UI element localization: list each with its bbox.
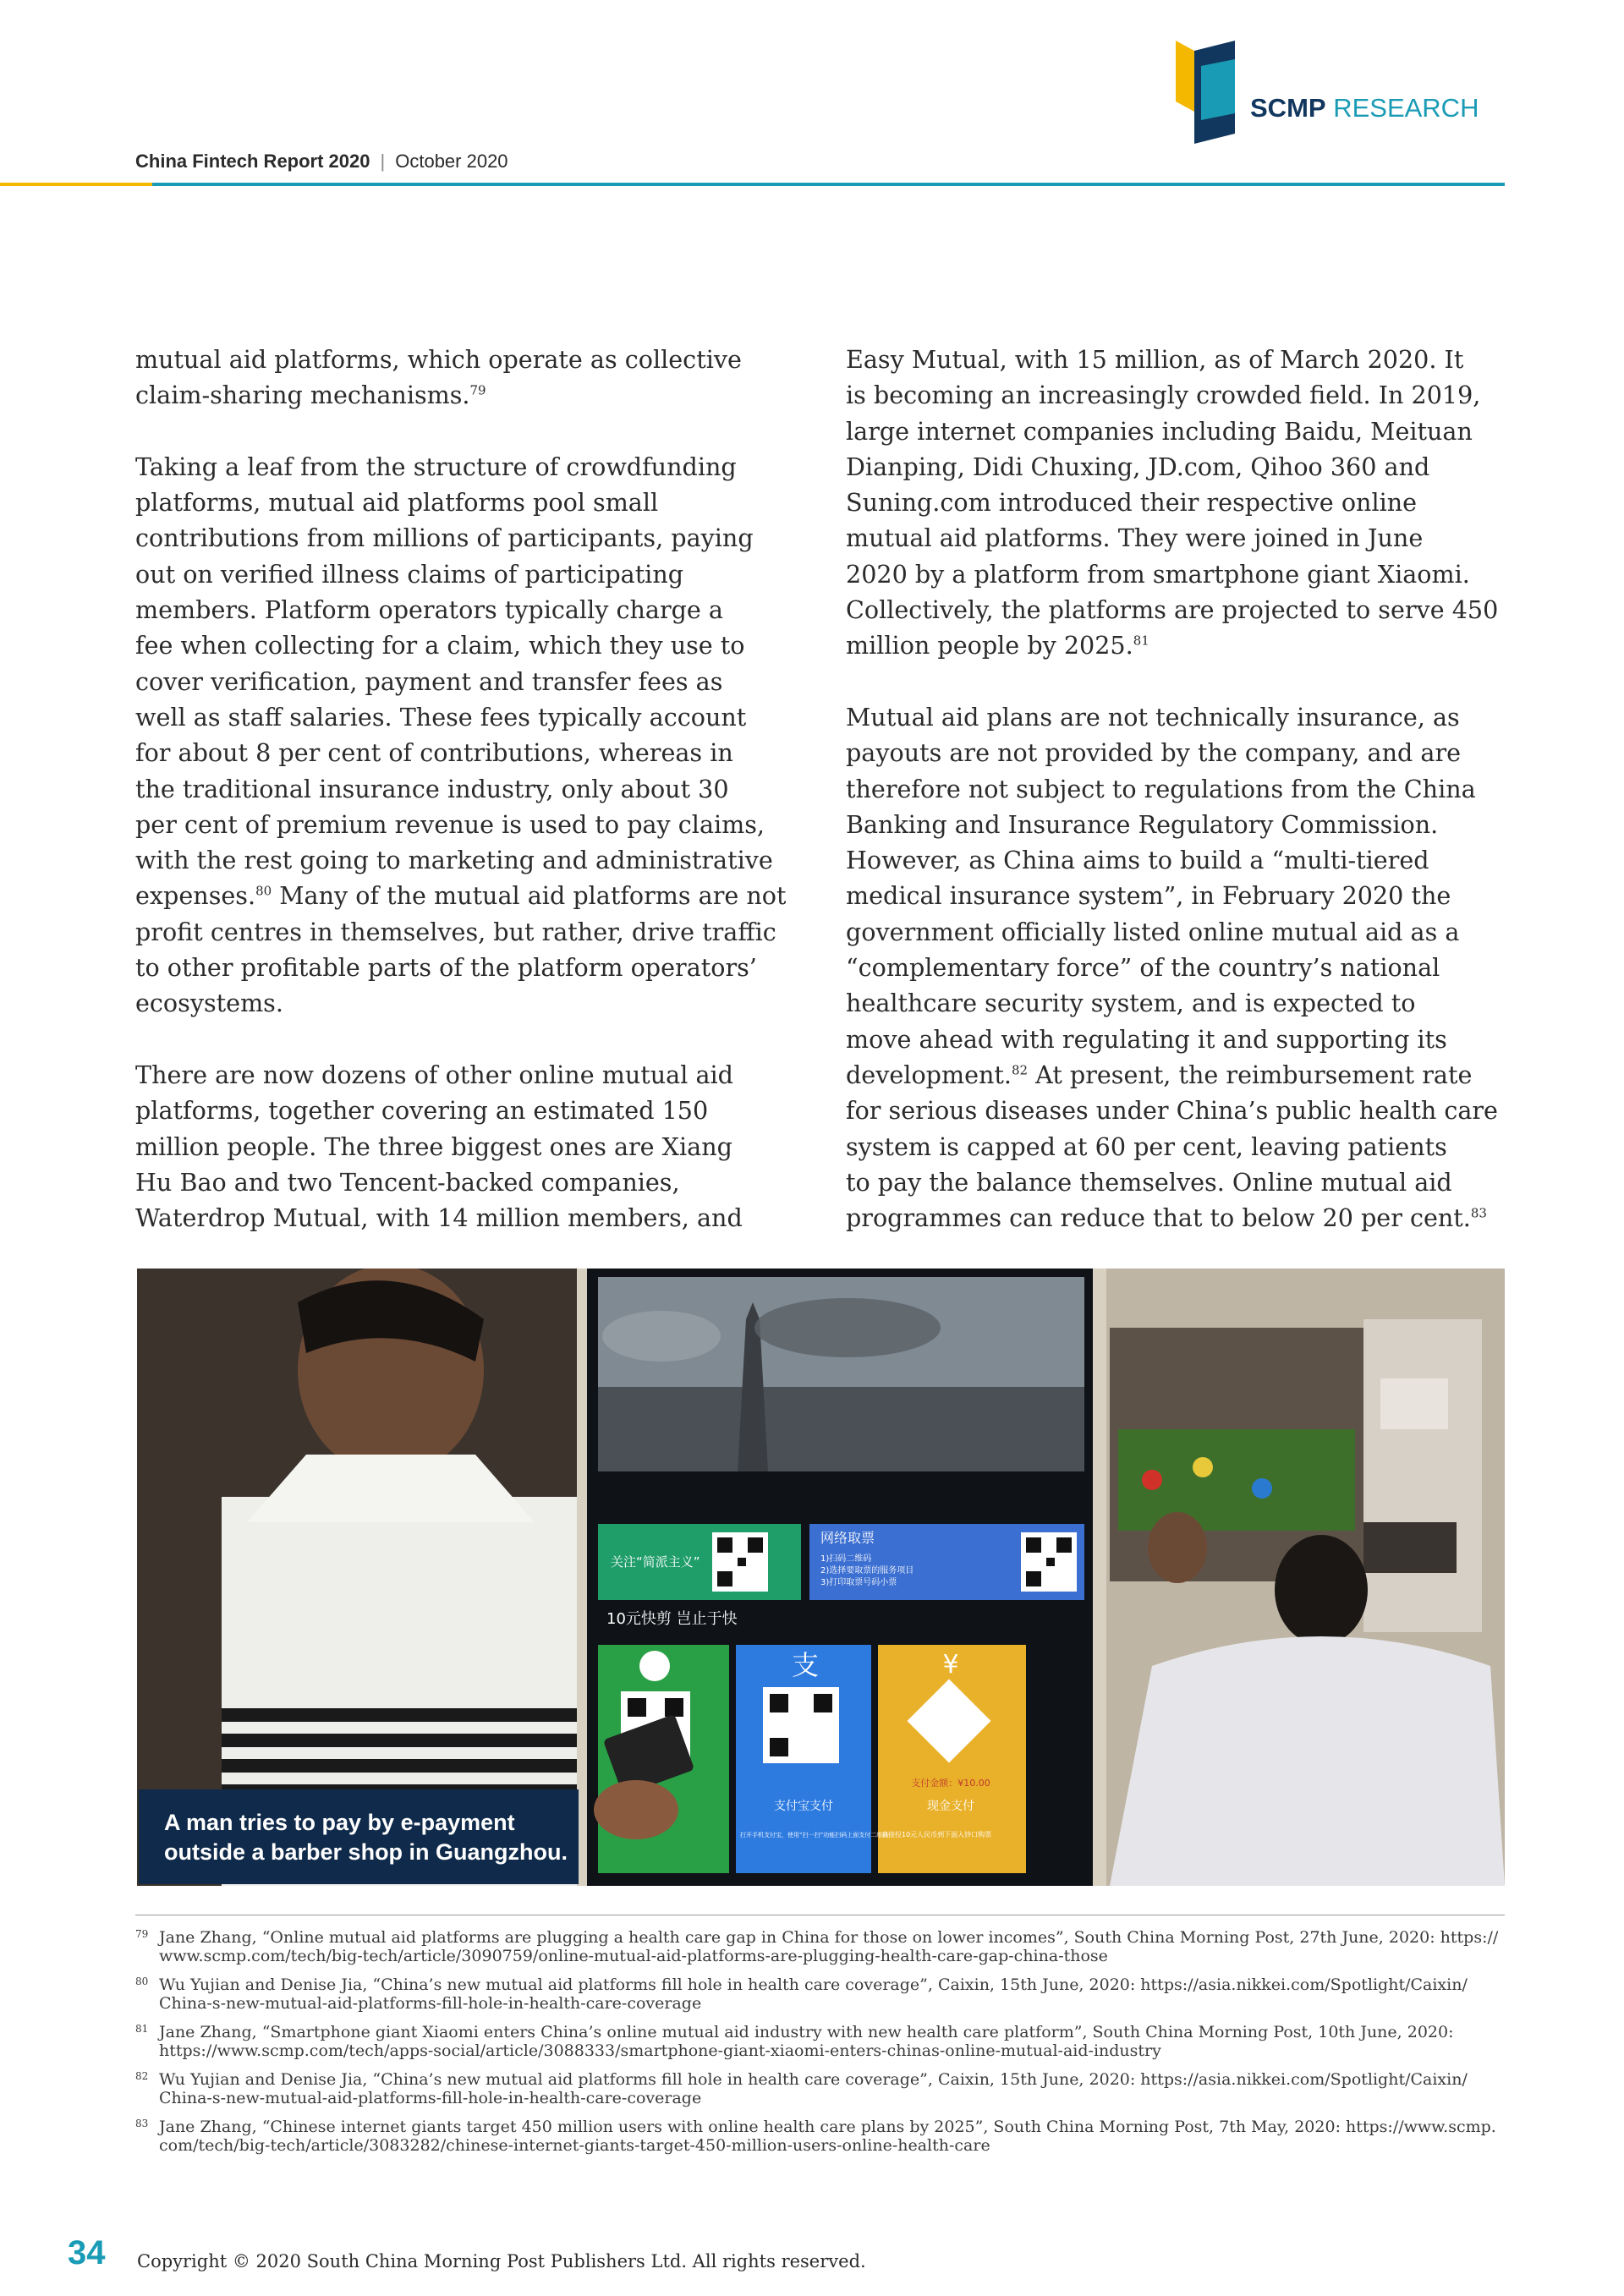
footnote-ref: 81	[1133, 633, 1149, 649]
footnote-text: https://www.scmp.com/tech/apps-social/article/3088333/smartphone-giant-xiaomi-enters-chinas-online-mutual-aid-industry	[159, 2041, 1161, 2060]
pay-amount-text: 支付金额：¥10.00	[911, 1778, 990, 1789]
price-banner: 10元快剪 岂止于快	[606, 1610, 738, 1628]
text-line: expenses.$^{80}$ Many of the mutual aid platforms are not	[135, 881, 787, 911]
footnote-text: com/tech/big-tech/article/3083282/chinese-internet-giants-target-450-million-users-online-health-care	[159, 2136, 990, 2155]
footnote-ref: 82	[1012, 1062, 1029, 1078]
text-line: Banking and Insurance Regulatory Commission.	[846, 809, 1439, 839]
text-line: platforms, together covering an estimated 150	[135, 1096, 709, 1126]
text-line: fee when collecting for a claim, which they use to	[135, 631, 745, 660]
footnote-number: 82	[135, 2070, 149, 2082]
footnote-text: www.scmp.com/tech/big-tech/article/3090759/online-mutual-aid-platforms-are-plugging-health-care-gap-china-those	[159, 1947, 1108, 1965]
text-line: Waterdrop Mutual, with 14 million members, and	[135, 1203, 743, 1233]
text-line: Taking a leaf from the structure of crowdfunding	[135, 452, 737, 481]
footnote-text: Jane Zhang, “Online mutual aid platforms are plugging a health care gap in China for those on lower incomes”, South China Morning Post, 27th June, 2020: https://	[159, 1928, 1499, 1947]
logo-scmp: SCMP	[1250, 93, 1326, 123]
left-paragraph	[135, 342, 795, 414]
report-title: China Fintech Report 2020	[135, 151, 370, 172]
text-line: system is capped at 60 per cent, leaving patients	[846, 1132, 1447, 1161]
footnote	[135, 2118, 1505, 2155]
text-line: large internet companies including Baidu, Meituan	[846, 416, 1473, 446]
text-line: Mutual aid plans are not technically insurance, as	[846, 702, 1460, 732]
alipay-text: 支付宝支付	[774, 1800, 833, 1813]
text-line: to pay the balance themselves. Online mutual aid	[846, 1167, 1452, 1197]
text-line: mutual aid platforms, which operate as collective	[135, 345, 742, 374]
footnote-number: 81	[135, 2023, 149, 2035]
footnote	[135, 1928, 1505, 1965]
footnote	[135, 2023, 1505, 2060]
copyright-notice: Copyright © 2020 South China Morning Post Publishers Ltd. All rights reserved.	[137, 2251, 866, 2271]
footnote-number: 80	[135, 1975, 149, 1987]
text-line: for about 8 per cent of contributions, whereas in	[135, 738, 733, 768]
text-line: with the rest going to marketing and administrative	[135, 846, 773, 875]
text-line: “complementary force” of the country’s national	[846, 953, 1440, 983]
photo-caption	[164, 1808, 568, 1867]
header-rule	[152, 183, 1505, 186]
text-line: mutual aid platforms. They were joined in June	[846, 523, 1424, 553]
footnote-text: China-s-new-mutual-aid-platforms-fill-hole-in-health-care-coverage	[159, 1994, 702, 2013]
caption-line-2: outside a barber shop in Guangzhou.	[164, 1839, 568, 1865]
text-line: per cent of premium revenue is used to pay claims,	[135, 809, 765, 839]
text-line: contributions from millions of participants, paying	[135, 523, 754, 553]
left-paragraph	[135, 1057, 795, 1236]
text-line: medical insurance system”, in February 2020 the	[846, 881, 1451, 911]
footnote-text: Jane Zhang, “Chinese internet giants target 450 million users with online health care plans by 2025”, South China Morning Post, 7th May, 2020: https://www.scmp.	[159, 2118, 1496, 2136]
ticket-step-2: 2)选择要取票的服务项目	[820, 1566, 914, 1575]
scmp-logo-icon	[1176, 41, 1235, 144]
ticket-step-1: 1)扫码二维码	[820, 1554, 872, 1564]
text-line: There are now dozens of other online mutual aid	[135, 1060, 733, 1089]
footnote	[135, 2070, 1505, 2107]
report-header	[135, 151, 508, 173]
text-line: therefore not subject to regulations from the China	[846, 774, 1476, 803]
text-line: the traditional insurance industry, only about 30	[135, 774, 729, 803]
text-line: million people by 2025.81	[846, 631, 1149, 660]
logo-research: RESEARCH	[1333, 93, 1479, 123]
text-line: well as staff salaries. These fees typically account	[135, 702, 747, 732]
text-line: development.$^{82}$ At present, the reimbursement rate	[846, 1060, 1473, 1089]
text-line: Collectively, the platforms are projected to serve 450	[846, 595, 1499, 625]
wechat-follow-text: 关注“简派主义”	[611, 1554, 700, 1570]
text-line: Hu Bao and two Tencent-backed companies,	[135, 1167, 680, 1197]
text-line: programmes can reduce that to below 20 per cent.$^{83}$	[846, 1203, 1487, 1233]
footnotes	[135, 1928, 1505, 2165]
right-column	[846, 342, 1506, 1272]
text-line: Suning.com introduced their respective online	[846, 488, 1418, 518]
footnote-number: 83	[135, 2118, 149, 2129]
report-date: October 2020	[395, 151, 508, 172]
text-line: for serious diseases under China’s public health care	[846, 1096, 1498, 1126]
text-line: out on verified illness claims of participating	[135, 559, 684, 589]
footnote-number: 79	[135, 1928, 149, 1940]
text-line: to other profitable parts of the platform operators’	[135, 953, 757, 983]
footnote-ref: 79	[469, 382, 486, 398]
footnote	[135, 1975, 1505, 2013]
left-paragraph	[135, 449, 795, 1022]
header-separator: |	[380, 151, 386, 172]
header-rule-accent	[0, 183, 152, 186]
caption-line-1: A man tries to pay by e-payment	[164, 1810, 515, 1835]
cash-pay-text: 现金支付	[927, 1800, 974, 1813]
text-line: members. Platform operators typically charge a	[135, 595, 723, 625]
ticket-step-3: 3)打印取票号码小票	[820, 1578, 897, 1587]
footnote-text: Jane Zhang, “Smartphone giant Xiaomi enters China’s online mutual aid industry with new health care platform”, South China Morning Post, 10th June, 2020:	[159, 2023, 1454, 2041]
footnote-ref: 80	[255, 883, 272, 899]
logo-wordmark	[1250, 93, 1479, 123]
text-line: claim-sharing mechanisms.$^{79}$	[135, 381, 486, 410]
cash-hint: 直接投10元人民币到下面入钞口购票	[881, 1831, 992, 1838]
online-ticket-text: 网络取票	[820, 1530, 875, 1546]
alipay-hint: 打开手机支付宝，使用“扫一扫”功能扫码上面支付二维码	[740, 1832, 889, 1838]
page-number: 34	[68, 2234, 106, 2271]
right-paragraph	[846, 342, 1506, 664]
footnote-ref: 83	[1470, 1205, 1487, 1221]
text-line: However, as China aims to build a “multi-tiered	[846, 846, 1429, 875]
text-line: ecosystems.	[135, 989, 283, 1018]
left-column	[135, 342, 795, 1272]
yen-glyph: ¥	[942, 1650, 959, 1680]
text-line: Dianping, Didi Chuxing, JD.com, Qihoo 360 and	[846, 452, 1430, 481]
text-line: million people. The three biggest ones are Xiang	[135, 1132, 732, 1161]
text-line: Easy Mutual, with 15 million, as of March 2020. It	[846, 345, 1464, 374]
text-line: platforms, mutual aid platforms pool small	[135, 488, 659, 518]
right-paragraph	[846, 699, 1506, 1236]
text-line: move ahead with regulating it and supporting its	[846, 1024, 1447, 1054]
text-line: is becoming an increasingly crowded field. In 2019,	[846, 381, 1481, 410]
text-line: government officially listed online mutual aid as a	[846, 917, 1460, 946]
text-line: healthcare security system, and is expected to	[846, 989, 1416, 1018]
svg-text:支: 支	[791, 1649, 820, 1681]
text-line: profit centres in themselves, but rather, drive traffic	[135, 917, 776, 946]
text-line: payouts are not provided by the company, and are	[846, 738, 1462, 768]
text-line: cover verification, payment and transfer fees as	[135, 666, 723, 696]
text-line: 2020 by a platform from smartphone giant Xiaomi.	[846, 559, 1470, 589]
footnote-text: Wu Yujian and Denise Jia, “China’s new mutual aid platforms fill hole in health care coverage”, Caixin, 15th June, 2020: https://asia.nikkei.com/Spotlight/Caixin/	[159, 2070, 1468, 2089]
footnote-text: China-s-new-mutual-aid-platforms-fill-hole-in-health-care-coverage	[159, 2089, 702, 2107]
footnote-text: Wu Yujian and Denise Jia, “China’s new mutual aid platforms fill hole in health care coverage”, Caixin, 15th June, 2020: https://asia.nikkei.com/Spotlight/Caixin/	[159, 1975, 1468, 1994]
